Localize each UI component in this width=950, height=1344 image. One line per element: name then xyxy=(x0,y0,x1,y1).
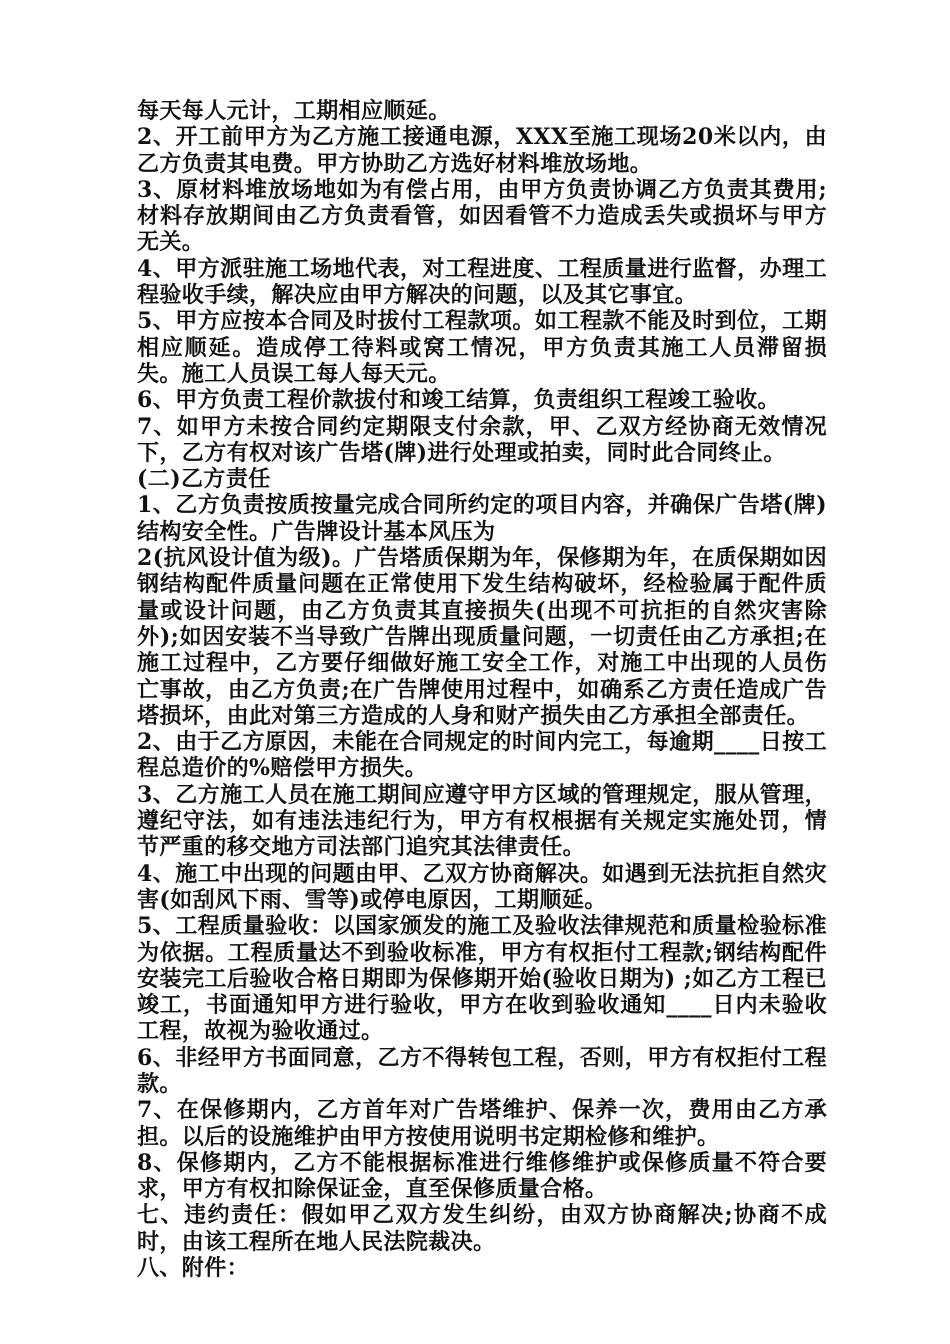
paragraph: 4、施工中出现的问题由甲、乙双方协商解决。如遇到无法抗拒自然灾害(如刮风下雨、雪等)或停电原因，工期顺延。 xyxy=(137,860,827,913)
paragraph: 6、非经甲方书面同意，乙方不得转包工程，否则，甲方有权拒付工程款。 xyxy=(137,1044,827,1097)
paragraph: 每天每人元计，工期相应顺延。 xyxy=(137,98,451,124)
paragraph: 1、乙方负责按质按量完成合同所约定的项目内容，并确保广告塔(牌)结构安全性。广告牌设计基本风压为 xyxy=(137,492,827,545)
paragraph: 5、工程质量验收：以国家颁发的施工及验收法律规范和质量检验标准为依据。工程质量达不到验收标准，甲方有权拒付工程款;钢结构配件安装完工后验收合格日期即为保修期开始(验收日期为) ;如乙方工程已竣工，书面通知甲方进行验收，甲方在收到验收通知____日内未验收工程，故视为验收通过。 xyxy=(137,913,827,1045)
paragraph: 七、违约责任：假如甲乙双方发生纠纷，由双方协商解决;协商不成时，由该工程所在地人民法院裁决。 xyxy=(137,1202,827,1255)
paragraph: 2、由于乙方原因，未能在合同规定的时间内完工，每逾期____日按工程总造价的%赔偿甲方损失。 xyxy=(137,729,827,782)
paragraph: 4、甲方派驻施工场地代表，对工程进度、工程质量进行监督，办理工程验收手续，解决应由甲方解决的问题，以及其它事宜。 xyxy=(137,255,827,309)
paragraph: 2、开工前甲方为乙方施工接通电源，XXX至施工现场20米以内，由乙方负责其电费。甲方协助乙方选好材料堆放场地。 xyxy=(137,124,827,177)
paragraph: 5、甲方应按本合同及时拔付工程款项。如工程款不能及时到位，工期相应顺延。造成停工待料或窝工情况，甲方负责其施工人员滞留损失。施工人员误工每人每天元。 xyxy=(137,308,827,387)
section-heading: (二)乙方责任 xyxy=(137,466,271,493)
paragraph: 6、甲方负责工程价款拔付和竣工结算，负责组织工程竣工验收。 xyxy=(137,387,780,414)
paragraph: 8、保修期内，乙方不能根据标准进行维修维护或保修质量不符合要求，甲方有权扣除保证金，直至保修质量合格。 xyxy=(137,1149,827,1203)
paragraph: 3、原材料堆放场地如为有偿占用，由甲方负责协调乙方负责其费用;材料存放期间由乙方负责看管，如因看管不力造成丢失或损坏与甲方无关。 xyxy=(137,176,827,256)
paragraph: 2(抗风设计值为级)。广告塔质保期为年，保修期为年，在质保期如因钢结构配件质量问题在正常使用下发生结构破坏，经检验属于配件质量或设计问题，由乙方负责其直接损失(出现不可抗拒的自然灾害除外);如因安装不当导致广告牌出现质量问题，一切责任由乙方承担;在施工过程中，乙方要仔细做好施工安全工作，对施工中出现的人员伤亡事故，由乙方负责;在广告牌使用过程中，如确系乙方责任造成广告塔损坏，由此对第三方造成的人身和财产损失由乙方承担全部责任。 xyxy=(137,545,827,729)
paragraph: 3、乙方施工人员在施工期间应遵守甲方区域的管理规定，服从管理，遵纪守法，如有违法违纪行为，甲方有权根据有关规定实施处罚，情节严重的移交地方司法部门追究其法律责任。 xyxy=(137,781,827,861)
section-heading: 八、附件： xyxy=(137,1255,250,1282)
paragraph: 7、在保修期内，乙方首年对广告塔维护、保养一次，费用由乙方承担。以后的设施维护由甲方按使用说明书定期检修和维护。 xyxy=(137,1097,827,1150)
document-body xyxy=(137,98,827,1281)
paragraph: 7、如甲方未按合同约定期限支付余款，甲、乙双方经协商无效情况下，乙方有权对该广告塔(牌)进行处理或拍卖，同时此合同终止。 xyxy=(137,413,827,466)
